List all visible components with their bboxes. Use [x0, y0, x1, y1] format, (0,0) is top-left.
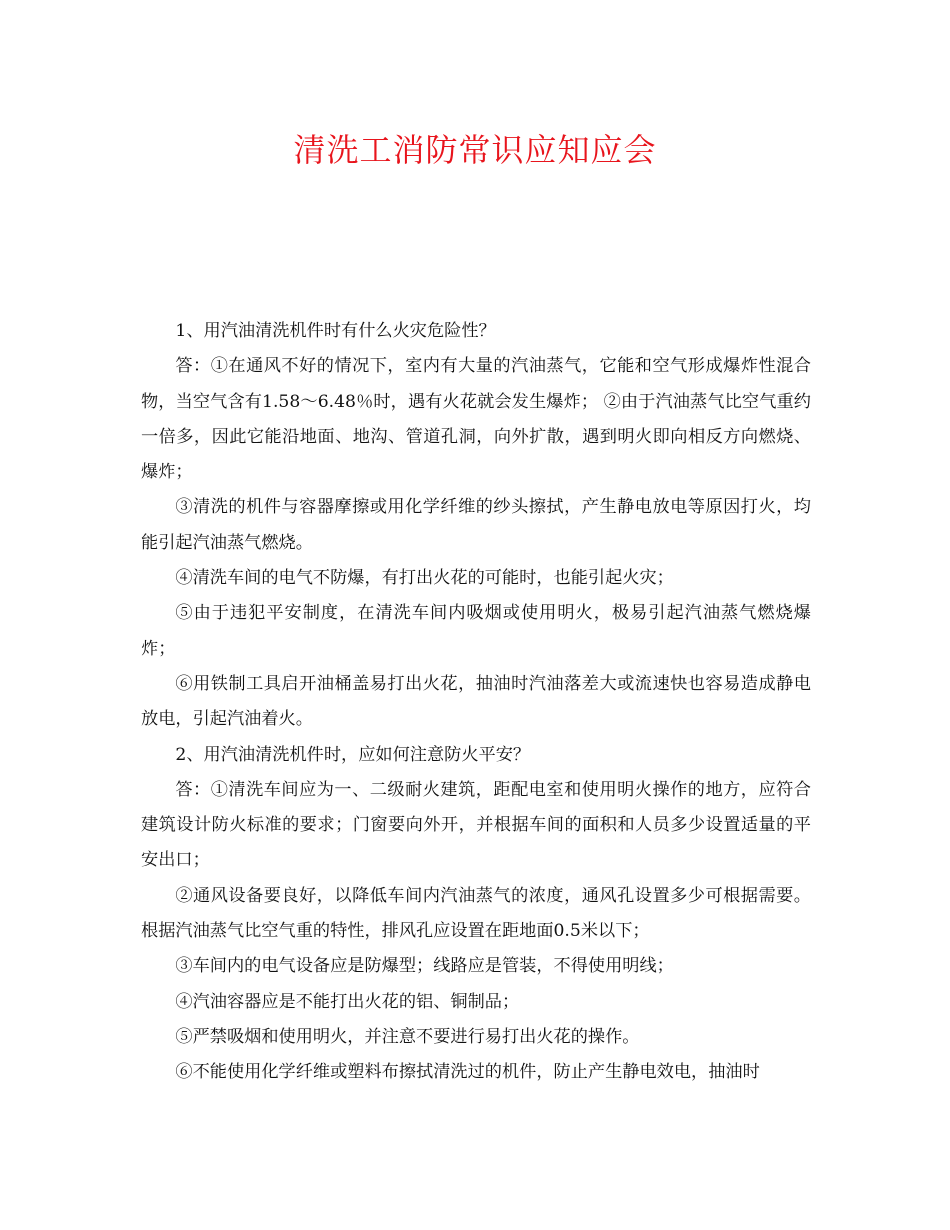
paragraph-a1-part5: ⑤由于违犯平安制度，在清洗车间内吸烟或使用明火，极易引起汽油蒸气燃烧爆炸； — [141, 603, 811, 659]
paragraph-a2-part2: ②通风设备要良好，以降低车间内汽油蒸气的浓度，通风孔设置多少可根据需要。根据汽油蒸气比空气重的特性，排风孔应设置在距地面0.5米以下； — [141, 885, 811, 942]
paragraph-a2-part1: 答：①清洗车间应为一、二级耐火建筑，距配电室和使用明火操作的地方，应符合建筑设计防火标准的要求；门窗要向外开，并根据车间的面积和人员多少设置适量的平安出口； — [141, 779, 811, 871]
paragraph-a2-part4: ④汽油容器应是不能打出火花的铝、铜制品； — [175, 991, 520, 1012]
paragraph-a1-part4: ④清洗车间的电气不防爆，有打出火花的可能时，也能引起火灾； — [175, 568, 674, 589]
document-title: 清洗工消防常识应知应会 — [293, 131, 657, 169]
paragraph-a2-part6: ⑥不能使用化学纤维或塑料布擦拭清洗过的机件，防止产生静电效电，抽油时 — [175, 1062, 760, 1083]
paragraph-a1-part3: ③清洗的机件与容器摩擦或用化学纤维的纱头擦拭，产生静电放电等原因打火，均能引起汽油蒸气燃烧。 — [141, 497, 811, 553]
paragraph-a1-part6: ⑥用铁制工具启开油桶盖易打出火花，抽油时汽油落差大或流速快也容易造成静电放电，引起汽油着火。 — [141, 673, 811, 730]
paragraph-a2-part5: ⑤严禁吸烟和使用明火，并注意不要进行易打出火花的操作。 — [175, 1026, 640, 1047]
paragraph-a1-part1: 答：①在通风不好的情况下，室内有大量的汽油蒸气，它能和空气形成爆炸性混合物，当空气含有1.58～6.48％时，遇有火花就会发生爆炸； ②由于汽油蒸气比空气重约一倍多，因此它能沿地面、地沟、管道孔洞，向外扩散，遇到明火即向相反方向燃烧、爆炸； — [141, 356, 811, 483]
document-body — [141, 314, 811, 1091]
paragraph-q2: 2、用汽油清洗机件时，应如何注意防火平安？ — [175, 744, 531, 765]
paragraph-q1: 1、用汽油清洗机件时有什么火灾危险性？ — [175, 321, 496, 341]
paragraph-a2-part3: ③车间内的电气设备应是防爆型；线路应是管装，不得使用明线； — [175, 956, 674, 977]
